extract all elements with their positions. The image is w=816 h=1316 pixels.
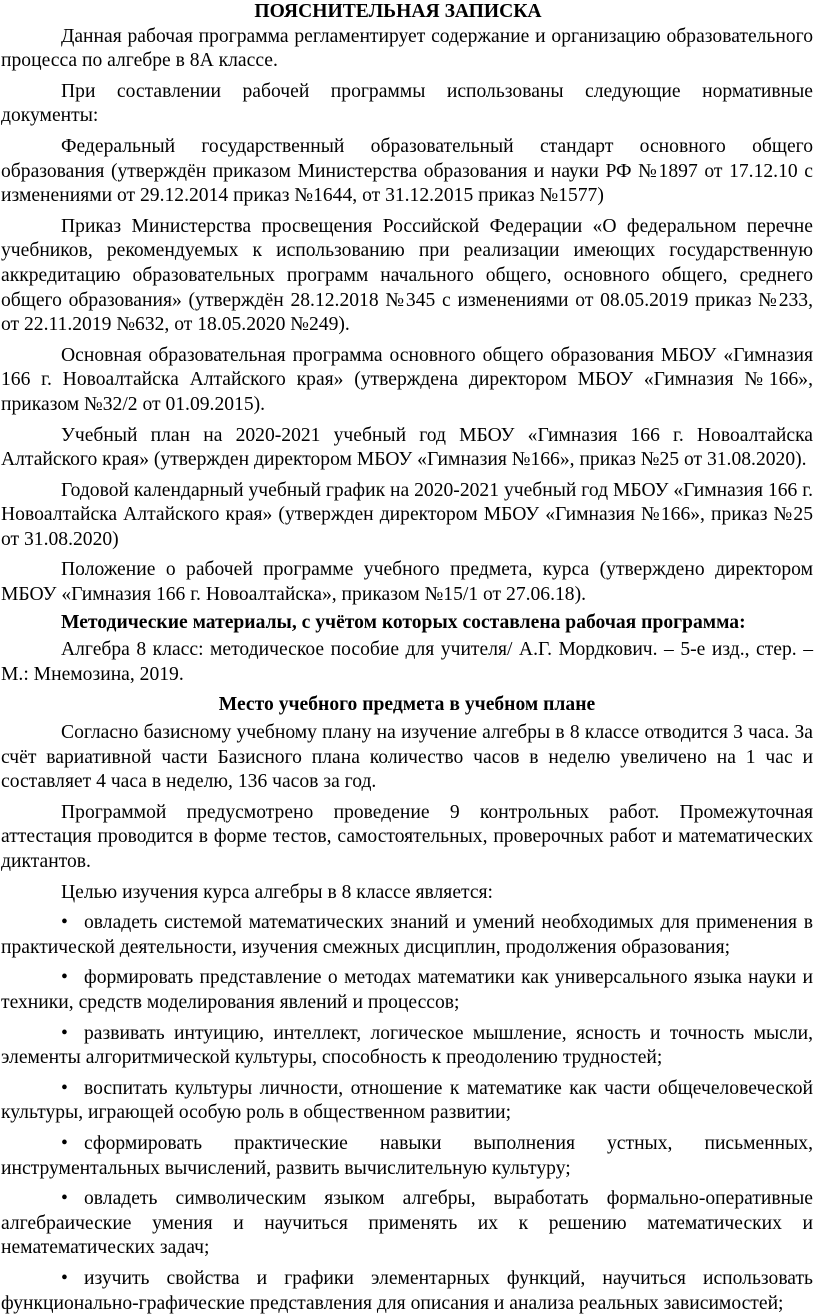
goal-item	[1, 1077, 813, 1126]
bullet-marker: •	[61, 1267, 68, 1289]
bullet-marker: •	[61, 1188, 68, 1210]
goal-item-text: формировать представление о методах математики как универсального языка науки и техники, средств моделирования явлений и процессов;	[1, 967, 813, 1013]
document-item-calendar-schedule: Годовой календарный учебный график на 2020-2021 учебный год МБОУ «Гимназия 166 г. Новоалтайска Алтайского края» (утвержден директором МБОУ «Гимназия №166», приказ №25 от 31.08.2020)	[1, 479, 813, 550]
materials-paragraph: Алгебра 8 класс: методическое пособие для учителя/ А.Г. Мордкович. – 5-е изд., стер. – М.: Мнемозина, 2019.	[1, 639, 813, 685]
bullet-marker: •	[61, 1132, 68, 1154]
goal-item	[1, 1132, 813, 1181]
intro-paragraph: Данная рабочая программа регламентирует содержание и организацию образовательного процесса по алгебре в 8А классе.	[1, 25, 813, 72]
goal-lead-paragraph: Целью изучения курса алгебры в 8 классе является:	[61, 881, 493, 903]
document-title: ПОЯСНИТЕЛЬНАЯ ЗАПИСКА	[254, 1, 542, 22]
goal-item	[1, 1022, 813, 1071]
place-paragraph: Согласно базисному учебному плану на изучение алгебры в 8 классе отводится 3 часа. За счёт вариативной части Базисного плана количество часов в неделю увеличено на 1 час и составляет 4 часа в неделю, 136 часов за год.	[1, 722, 813, 793]
document-item-educational-program: Основная образовательная программа основного общего образования МБОУ «Гимназия 166 г. Новоалтайска Алтайского края» (утверждена директором МБОУ «Гимназия №166», приказом №32/2 от 01.09.2015).	[1, 344, 813, 415]
goal-item	[1, 1187, 813, 1261]
bullet-marker: •	[61, 912, 68, 934]
documents-lead-paragraph: При составлении рабочей программы использованы следующие нормативные документы:	[1, 80, 813, 127]
document-item-fgos: Федеральный государственный образовательный стандарт основного общего образования (утверждён приказом Министерства образования и науки РФ №1897 от 17.12.10 с изменениями от 29.12.2014 приказ №1644, от 31.12.2015 приказ №1577)	[1, 135, 813, 207]
document-item-curriculum: Учебный план на 2020-2021 учебный год МБОУ «Гимназия 166 г. Новоалтайска Алтайского края» (утвержден директором МБОУ «Гимназия №166», приказ №25 от 31.08.2020).	[1, 424, 813, 471]
goal-item-text: изучить свойства и графики элементарных функций, научиться использовать функционально-графические представления для описания и анализа реальных зависимостей;	[1, 1267, 813, 1314]
document-item-textbooks-order: Приказ Министерства просвещения Российской Федерации «О федеральном перечне учебников, рекомендуемых к использованию при реализации имеющих государственную аккредитацию образовательных программ начального общего, основного общего, среднего общего образования» (утверждён 28.12.2018 №345 с изменениями от 08.05.2019 приказ №233, от 22.11.2019 №632, от 18.05.2020 №249).	[1, 215, 813, 336]
goal-item-text: развивать интуицию, интеллект, логическое мышление, ясность и точность мысли, элементы алгоритмической культуры, способность к преодолению трудностей;	[1, 1022, 813, 1069]
materials-heading: Методические материалы, с учётом которых составлена рабочая программа:	[61, 611, 746, 633]
document-item-regulation: Положение о рабочей программе учебного предмета, курса (утверждено директором МБОУ «Гимназия 166 г. Новоалтайска», приказом №15/1 от 27.06.18).	[1, 559, 813, 606]
goal-item-text: овладеть символическим языком алгебры, выработать формально-оперативные алгебраические умения и научиться применять их к решению математических и нематематических задач;	[1, 1188, 813, 1259]
bullet-marker: •	[61, 1077, 68, 1099]
control-paragraph: Программой предусмотрено проведение 9 контрольных работ. Промежуточная аттестация проводится в форме тестов, самостоятельных, проверочных работ и математических диктантов.	[1, 801, 813, 872]
goal-item	[1, 911, 813, 960]
goal-item	[1, 966, 813, 1015]
goal-item-text: овладеть системой математических знаний и умений необходимых для применения в практической деятельности, изучения смежных дисциплин, продолжения образования;	[1, 912, 813, 958]
goal-item-text: сформировать практические навыки выполнения устных, письменных, инструментальных вычислений, развить вычислительную культуру;	[1, 1132, 813, 1179]
goal-item-text: воспитать культуры личности, отношение к математике как части общечеловеческой культуры, играющей особую роль в общественном развитии;	[1, 1077, 813, 1124]
bullet-marker: •	[61, 1022, 68, 1044]
goal-item	[1, 1267, 813, 1316]
place-heading: Место учебного предмета в учебном плане	[218, 694, 596, 716]
bullet-marker: •	[61, 967, 68, 989]
